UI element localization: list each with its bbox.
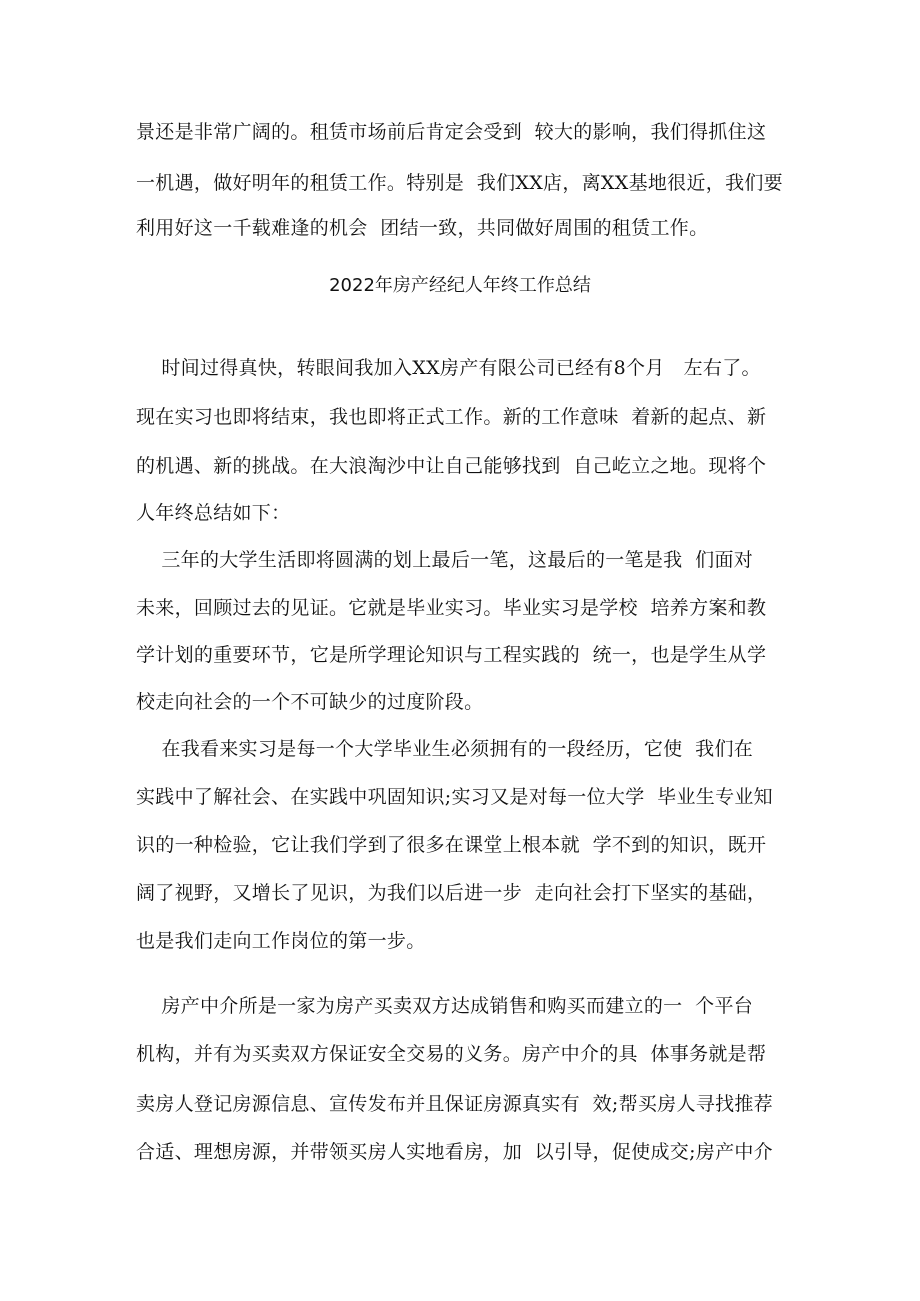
paragraph-line: 未来，回顾过去的见证。它就是毕业实习。毕业实习是学校 培养方案和教 — [136, 597, 767, 619]
paragraph-line: 在我看来实习是每一个大学毕业生必须拥有的一段经历，它使 我们在 — [136, 738, 754, 760]
paragraph-line: 机构，并有为买卖双方保证安全交易的义务。房产中介的具 体事务就是帮 — [136, 1043, 767, 1065]
paragraph-line: 也是我们走向工作岗位的第一步。 — [136, 930, 426, 952]
paragraph-line: 实践中了解社会、在实践中巩固知识;实习又是对每一位大学 毕业生专业知 — [136, 786, 773, 808]
intro-line: 一机遇，做好明年的租赁工作。特别是 我们XX店，离XX基地很近，我们要 — [136, 172, 783, 194]
paragraph-line: 校走向社会的一个不可缺少的过度阶段。 — [136, 691, 484, 713]
paragraph-line: 三年的大学生活即将圆满的划上最后一笔，这最后的一笔是我 们面对 — [136, 549, 754, 571]
paragraph-line: 合适、理想房源，并带领买房人实地看房，加 以引导，促使成交;房产中介 — [136, 1141, 773, 1163]
page-title: 2022年房产经纪人年终工作总结 — [329, 275, 591, 296]
paragraph-line: 房产中介所是一家为房产买卖双方达成销售和购买而建立的一 个平台 — [136, 995, 754, 1017]
paragraph-line: 识的一种检验，它让我们学到了很多在课堂上根本就 学不到的知识，既开 — [136, 834, 767, 856]
paragraph-line: 时间过得真快，转眼间我加入XX房产有限公司已经有8个月 左右了。 — [136, 357, 761, 379]
paragraph-line: 的机遇、新的挑战。在大浪淘沙中让自己能够找到 自己屹立之地。现将个 — [136, 455, 767, 477]
paragraph-line: 人年终总结如下： — [136, 502, 291, 524]
intro-line: 景还是非常广阔的。租赁市场前后肯定会受到 较大的影响，我们得抓住这 — [136, 121, 767, 143]
paragraph-line: 现在实习也即将结束，我也即将正式工作。新的工作意味 着新的起点、新 — [136, 406, 767, 428]
intro-line: 利用好这一千载难逢的机会 团结一致，共同做好周围的租赁工作。 — [136, 217, 709, 239]
paragraph-line: 卖房人登记房源信息、宣传发布并且保证房源真实有 效;帮买房人寻找推荐 — [136, 1093, 773, 1115]
paragraph-line: 阔了视野，又增长了见识，为我们以后进一步 走向社会打下坚实的基础， — [136, 882, 767, 904]
paragraph-line: 学计划的重要环节，它是所学理论知识与工程实践的 统一，也是学生从学 — [136, 644, 767, 666]
